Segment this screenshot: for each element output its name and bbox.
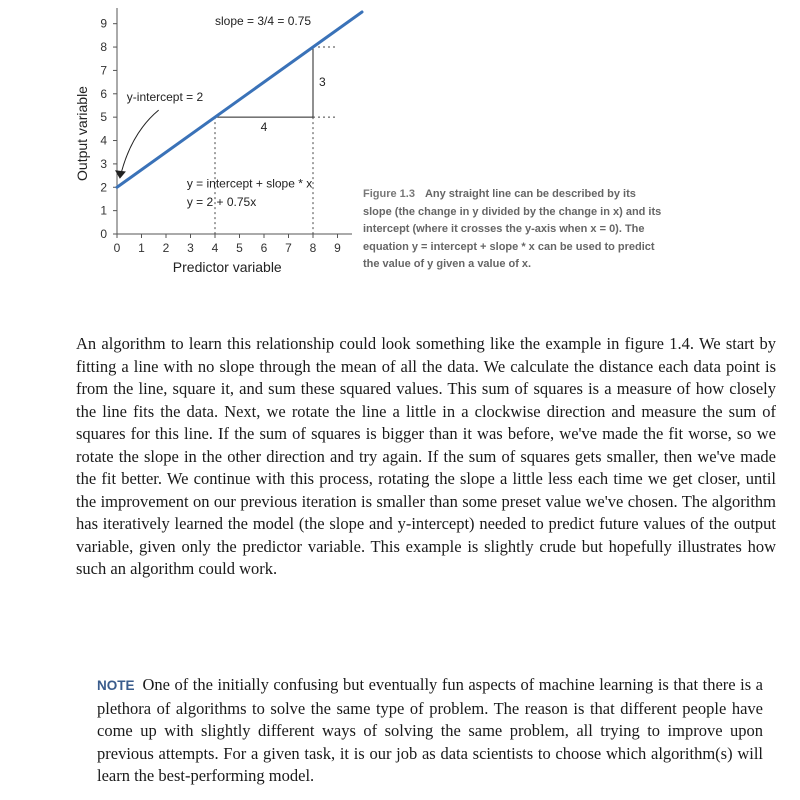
- x-tick-label: 4: [211, 241, 219, 255]
- x-tick-label: 0: [113, 241, 121, 255]
- caption-line-3: intercept (where it crosses the y-axis when x = 0). The: [363, 223, 645, 235]
- x-tick-label: 5: [236, 241, 243, 255]
- equation-line-2: y = 2 + 0.75x: [186, 194, 257, 209]
- x-tick-label: 6: [260, 241, 268, 255]
- body-paragraph: An algorithm to learn this relationship could look something like the example in figure 1.4. We start by fitting a line with no slope through the mean of all the data. We calculate the distance each data point is from the line, square it, and sum these squared values. This sum of squares is a measure of how closely the line fits the data. Next, we rotate the line a little in a clockwise direction and measure the sum of squares for this line. If the sum of squares is bigger than it was before, we've made the fit worse, so we rotate the slope in the other direction and try again. If the sum of squares gets smaller, then we've made the fit better. We continue with this process, rotating the slope a little less each time we get closer, until the improvement on our previous iteration is smaller than some preset value we've chosen. The algorithm has iteratively learned the model (the slope and y-intercept) needed to predict future values of the output variable, given only the predictor variable. This example is slightly crude but hopefully illustrates how such an algorithm could work.: [76, 334, 776, 578]
- y-tick-label: 6: [100, 86, 107, 101]
- x-tick-label: 3: [187, 241, 194, 255]
- y-tick-label: 9: [100, 16, 107, 31]
- note-text: One of the initially confusing but eventually fun aspects of machine learning is that there is a plethora of algorithms to solve the same type of problem. The reason is that different people have come up with slightly different ways of solving the same problem, all trying to improve upon previous attempts. For a given task, it is our job as data scientists to choose which algorithm(s) will learn the best-performing model.: [97, 675, 763, 785]
- rise-label: 3: [319, 75, 326, 90]
- x-tick-label: 8: [309, 241, 317, 255]
- y-tick-label: 3: [100, 156, 107, 171]
- figure-label: Figure 1.3: [363, 188, 415, 200]
- caption-line-2: slope (the change in y divided by the change in x) and its: [363, 205, 662, 218]
- note-label: NOTE: [97, 678, 135, 693]
- y-tick-label: 5: [100, 110, 107, 125]
- x-tick-label: 2: [162, 241, 170, 255]
- note-box: [97, 674, 763, 788]
- x-axis-label: Predictor variable: [172, 259, 282, 275]
- line-chart: [70, 8, 360, 278]
- run-label: 4: [260, 120, 268, 135]
- caption-line-1: Any straight line can be described by its: [424, 188, 636, 200]
- y-tick-label: 2: [100, 180, 107, 195]
- slope-annotation: slope = 3/4 = 0.75: [215, 13, 312, 28]
- figure-caption: [363, 186, 763, 274]
- equation-line-1: y = intercept + slope * x: [186, 176, 313, 191]
- y-tick-label: 0: [100, 227, 107, 241]
- y-tick-label: 1: [100, 203, 107, 218]
- caption-line-5: the value of y given a value of x.: [363, 258, 532, 270]
- x-tick-label: 1: [138, 241, 145, 255]
- y-axis-label: Output variable: [74, 86, 90, 181]
- y-tick-label: 4: [100, 133, 107, 148]
- x-tick-label: 7: [285, 241, 292, 255]
- y-tick-label: 8: [100, 40, 107, 55]
- x-tick-label: 9: [334, 241, 341, 255]
- caption-line-4: equation y = intercept + slope * x can be used to predict: [363, 240, 655, 253]
- intercept-arrow: [120, 110, 159, 178]
- intercept-annotation: y-intercept = 2: [126, 89, 204, 104]
- y-tick-label: 7: [100, 63, 107, 78]
